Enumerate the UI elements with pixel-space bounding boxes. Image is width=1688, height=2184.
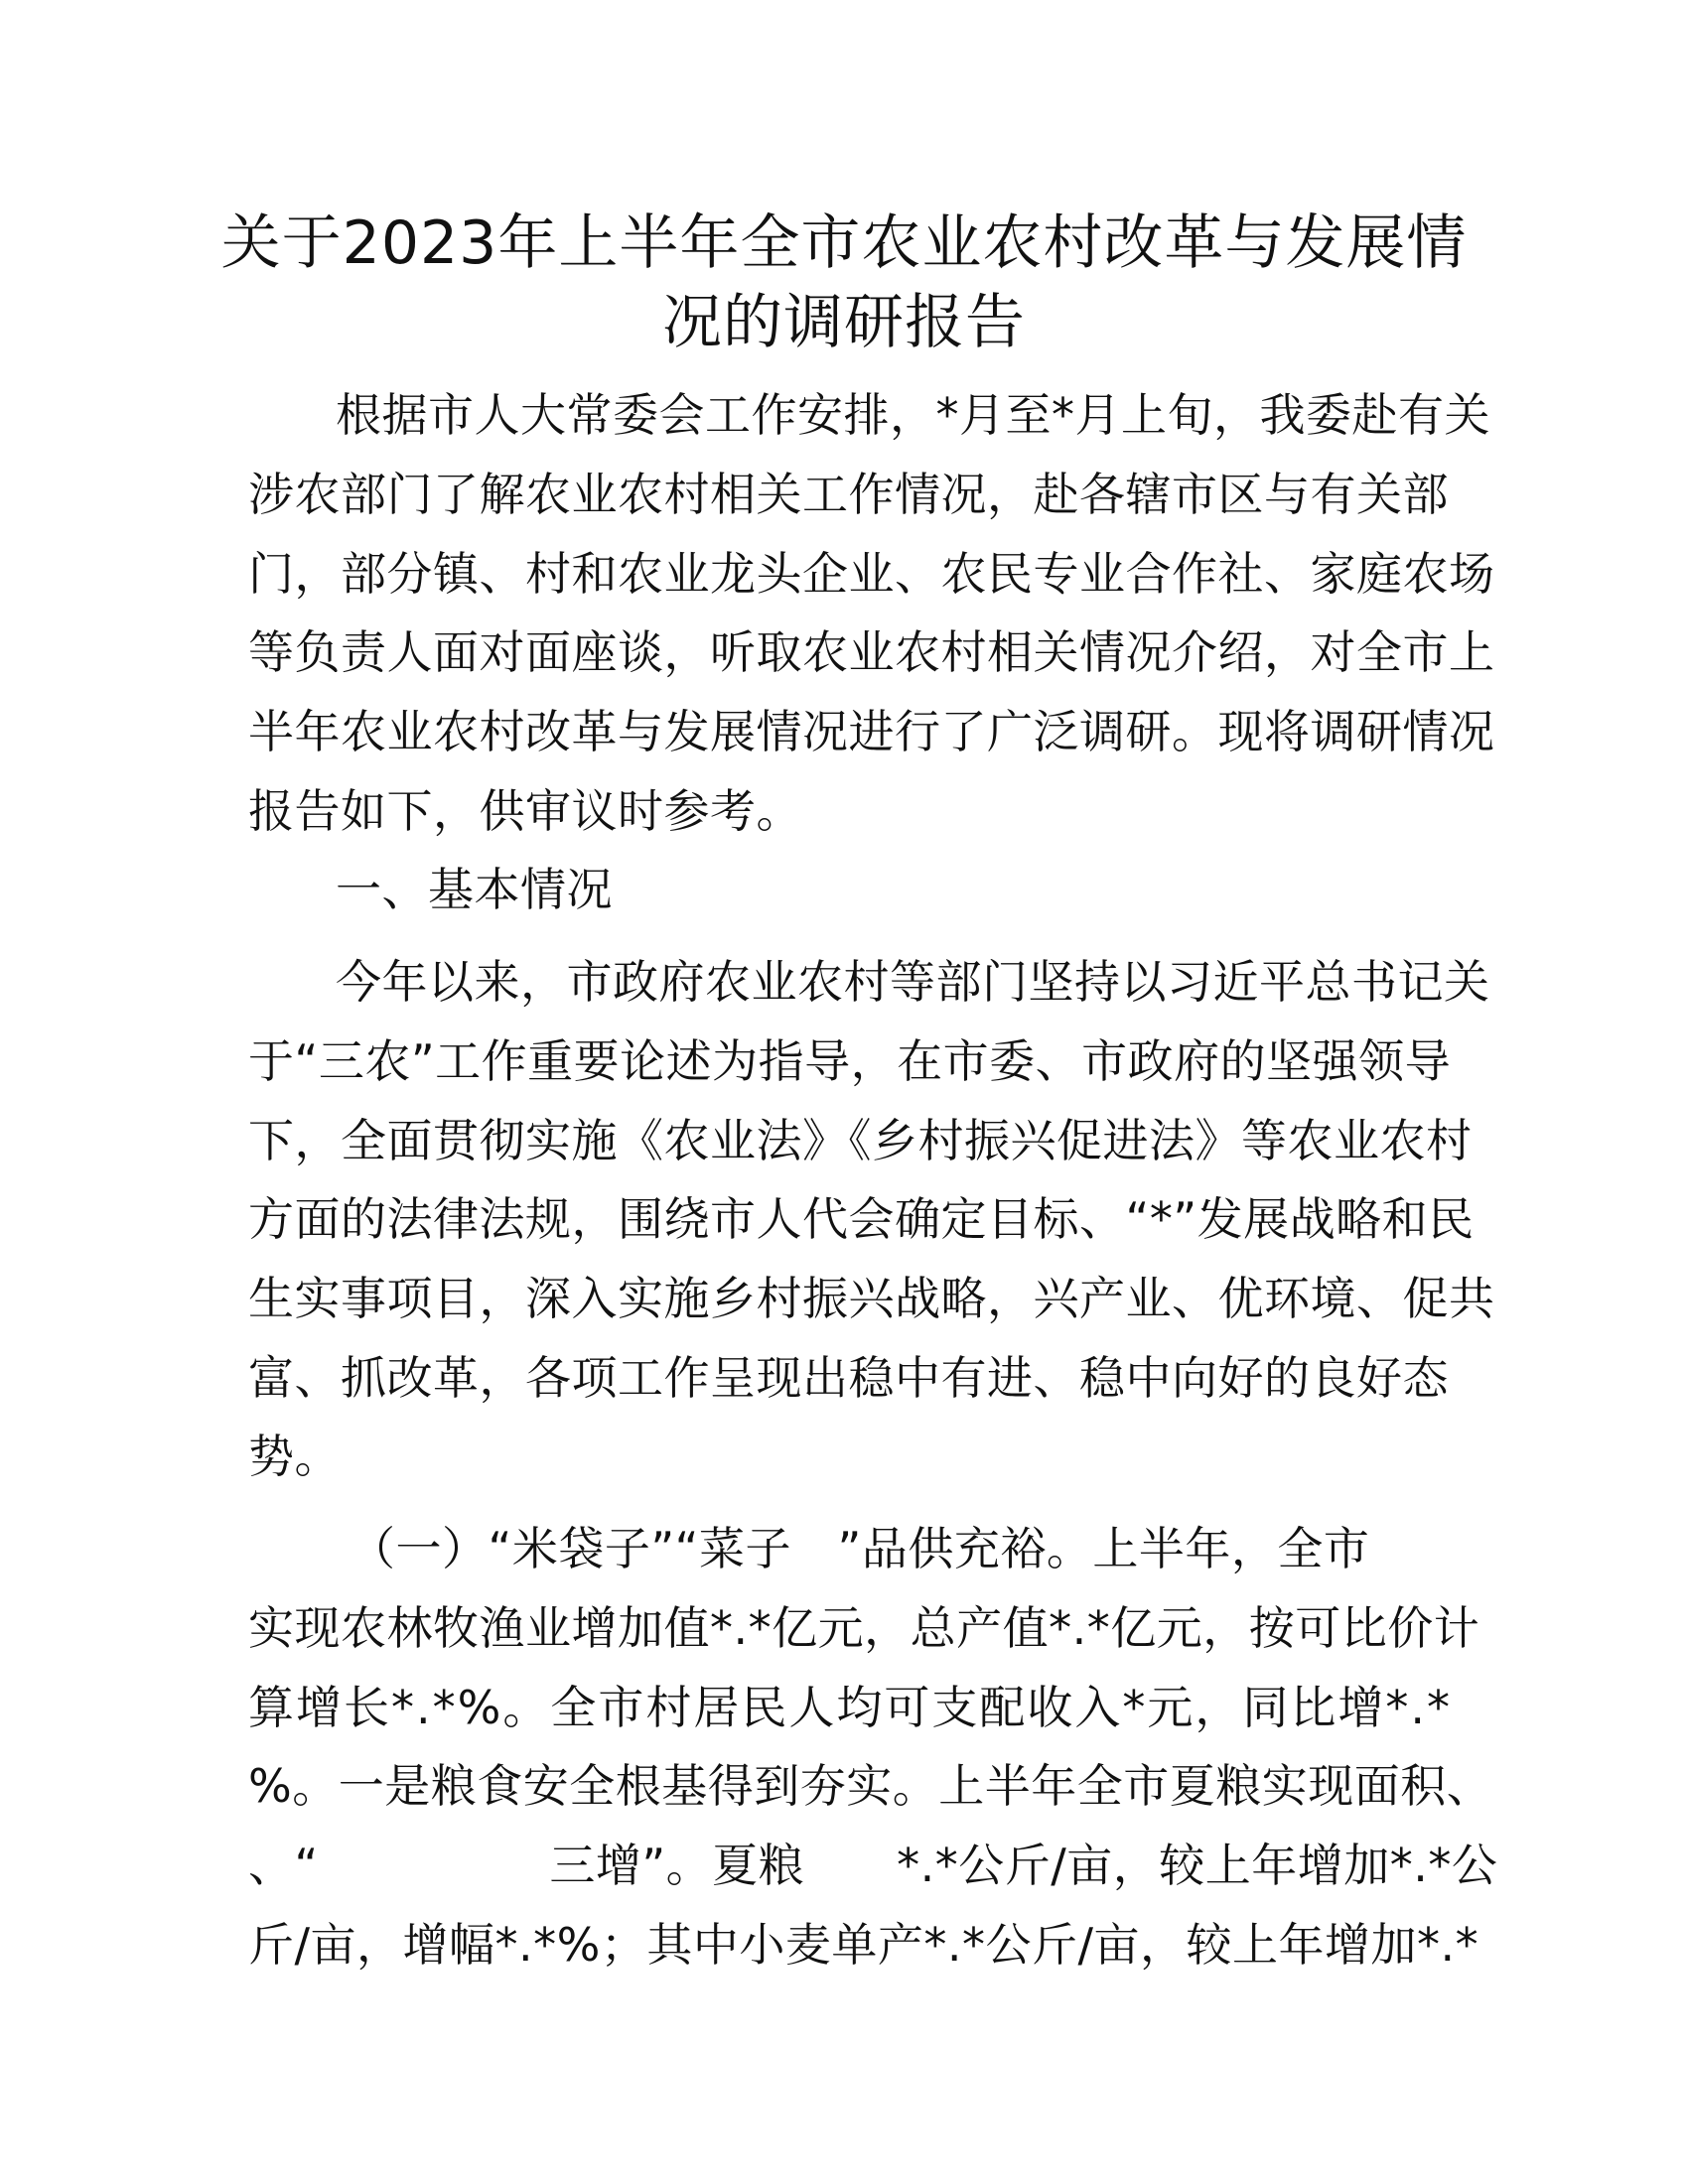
body-line: %。一是粮食安全根基得到夯实。上半年全市夏粮实现面积、 [248, 1759, 1493, 1813]
body-line: 斤/亩，增幅*.*%；其中小麦单产*.*公斤/亩，较上年增加*.* [248, 1918, 1479, 1972]
body-line: 今年以来，市政府农业农村等部门坚持以习近平总书记关 [336, 955, 1490, 1009]
body-line: 生实事项目，深入实施乡村振兴战略，兴产业、优环境、促共 [248, 1272, 1495, 1325]
body-line: 下，全面贯彻实施《农业法》《乡村振兴促进法》等农业农村 [248, 1114, 1473, 1167]
body-line: 算增长*.*%。全市村居民人均可支配收入*元，同比增*.* [248, 1681, 1452, 1734]
body-line: 涉农部门了解农业农村相关工作情况，赴各辖市区与有关部 [248, 468, 1449, 521]
document-title-line-2: 况的调研报告 [662, 288, 1026, 357]
body-line: 势。 [248, 1430, 341, 1483]
body-line: 半年农业农村改革与发展情况进行了广泛调研。现将调研情况 [248, 705, 1495, 758]
body-line: 于“三农”工作重要论述为指导，在市委、市政府的坚强领导 [248, 1034, 1452, 1088]
body-line: 等负责人面对面座谈，听取农业农村相关情况介绍，对全市上 [248, 625, 1495, 679]
section-heading: 一、基本情况 [336, 863, 613, 916]
subsection-heading: （一）“米袋子”“菜子 ”品供充裕。上半年，全市 [350, 1522, 1370, 1575]
body-line: 方面的法律法规，围绕市人代会确定目标、“*”发展战略和民 [248, 1192, 1475, 1246]
body-line: 门，部分镇、村和农业龙头企业、农民专业合作社、家庭农场 [248, 547, 1495, 601]
body-line: 根据市人大常委会工作安排，*月至*月上旬，我委赴有关 [336, 388, 1490, 442]
body-line: 、“ 三增”。夏粮 *.*公斤/亩，较上年增加*.*公 [248, 1839, 1498, 1892]
body-line: 实现农林牧渔业增加值*.*亿元，总产值*.*亿元，按可比价计 [248, 1601, 1480, 1655]
body-line: 报告如下，供审议时参考。 [248, 784, 802, 838]
body-line: 富、抓改革，各项工作呈现出稳中有进、稳中向好的良好态 [248, 1351, 1449, 1405]
document-title-line-1: 关于2023年上半年全市农业农村改革与发展情 [220, 208, 1468, 278]
